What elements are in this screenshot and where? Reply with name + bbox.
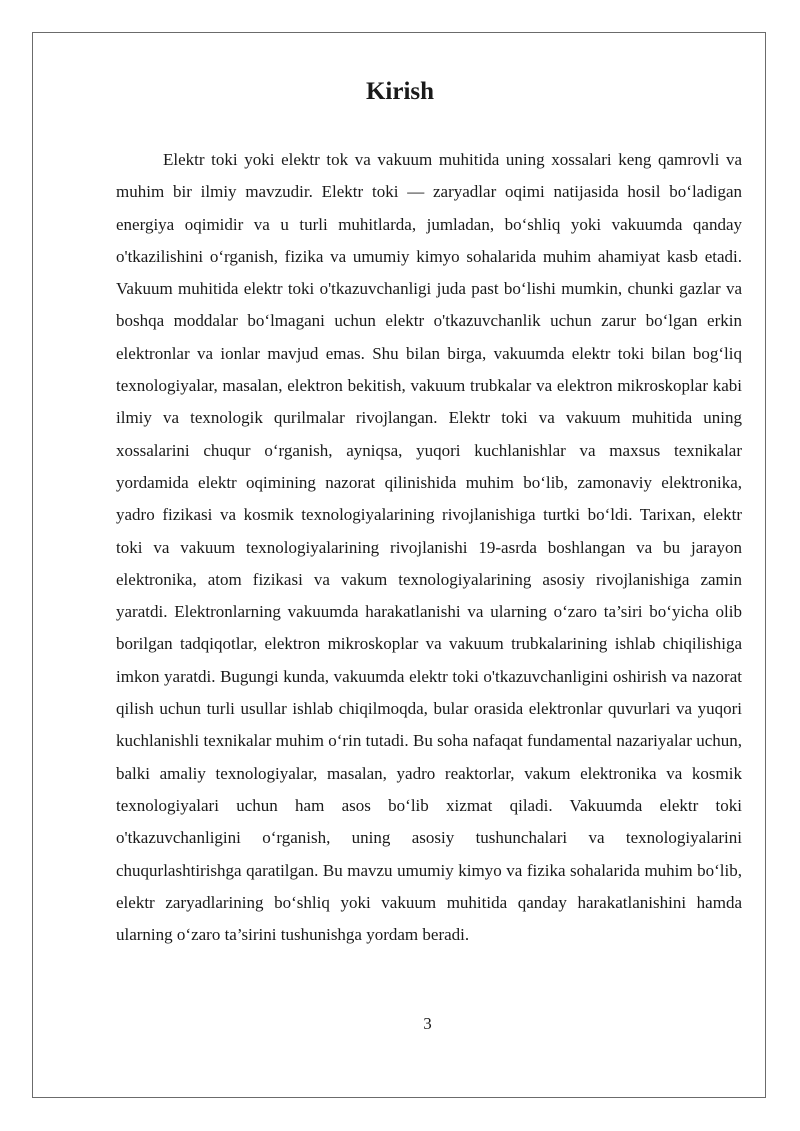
- page-title: Kirish: [365, 78, 435, 105]
- page-number: 3: [423, 1014, 432, 1033]
- body-paragraph: Elektr toki yoki elektr tok va vakuum muhitida uning xossalari keng qamrovli va muhim bir ilmiy mavzudir. Elektr toki — zaryadlar oqimi natijasida hosil bo‘ladigan energiya oqimidir va u turli muhitlarda, jumladan, bo‘shliq yoki vakuumda qanday o'tkazilishini o‘rganish, fizika va umumiy kimyo sohalarida muhim ahamiyat kasb etadi. Vakuum muhitida elektr toki o'tkazuvchanligi juda past bo‘lishi mumkin, chunki gazlar va boshqa moddalar bo‘lmagani uchun elektr o'tkazuvchanlik uchun zarur bo‘lgan erkin elektronlar va ionlar mavjud emas. Shu bilan birga, vakuumda elektr toki bilan bog‘liq texnologiyalar, masalan, elektron bekitish, vakuum trubkalar va elektron mikroskoplar kabi ilmiy va texnologik qurilmalar rivojlangan. Elektr toki va vakuum muhitida uning xossalarini chuqur o‘rganish, ayniqsa, yuqori kuchlanishlar va maxsus texnikalar yordamida elektr oqimining nazorat qilinishida muhim bo‘lib, zamonaviy elektronika, yadro fizikasi va kosmik texnologiyalarining rivojlanishiga turtki bo‘ldi. Tarixan, elektr toki va vakuum texnologiyalarining rivojlanishi 19-asrda boshlangan va bu jarayon elektronika, atom fizikasi va vakum texnologiyalarining asosiy rivojlanishiga zamin yaratdi. Elektronlarning vakuumda harakatlanishi va ularning o‘zaro ta’siri bo‘yicha olib borilgan tadqiqotlar, elektron mikroskoplar va vakuum trubkalarining ishlab chiqilishiga imkon yaratdi. Bugungi kunda, vakuumda elektr toki o'tkazuvchanligini oshirish va nazorat qilish uchun turli usullar ishlab chiqilmoqda, bular orasida elektronlar quvurlari va yuqori kuchlanishli texnikalar muhim o‘rin tutadi. Bu soha nafaqat fundamental nazariyalar uchun, balki amaliy texnologiyalar, masalan, yadro reaktorlar, vakum elektronika va kosmik texnologiyalari uchun ham asos bo‘lib xizmat qiladi. Vakuumda elektr toki o'tkazuvchanligini o‘rganish, uning asosiy tushunchalari va texnologiyalarini chuqurlashtirishga qaratilgan. Bu mavzu umumiy kimyo va fizika sohalarida muhim bo‘lib, elektr zaryadlarining bo‘shliq yoki vakuum muhitida qanday harakatlanishini hamda ularning o‘zaro ta’sirini tushunishga yordam beradi.: [116, 150, 742, 945]
